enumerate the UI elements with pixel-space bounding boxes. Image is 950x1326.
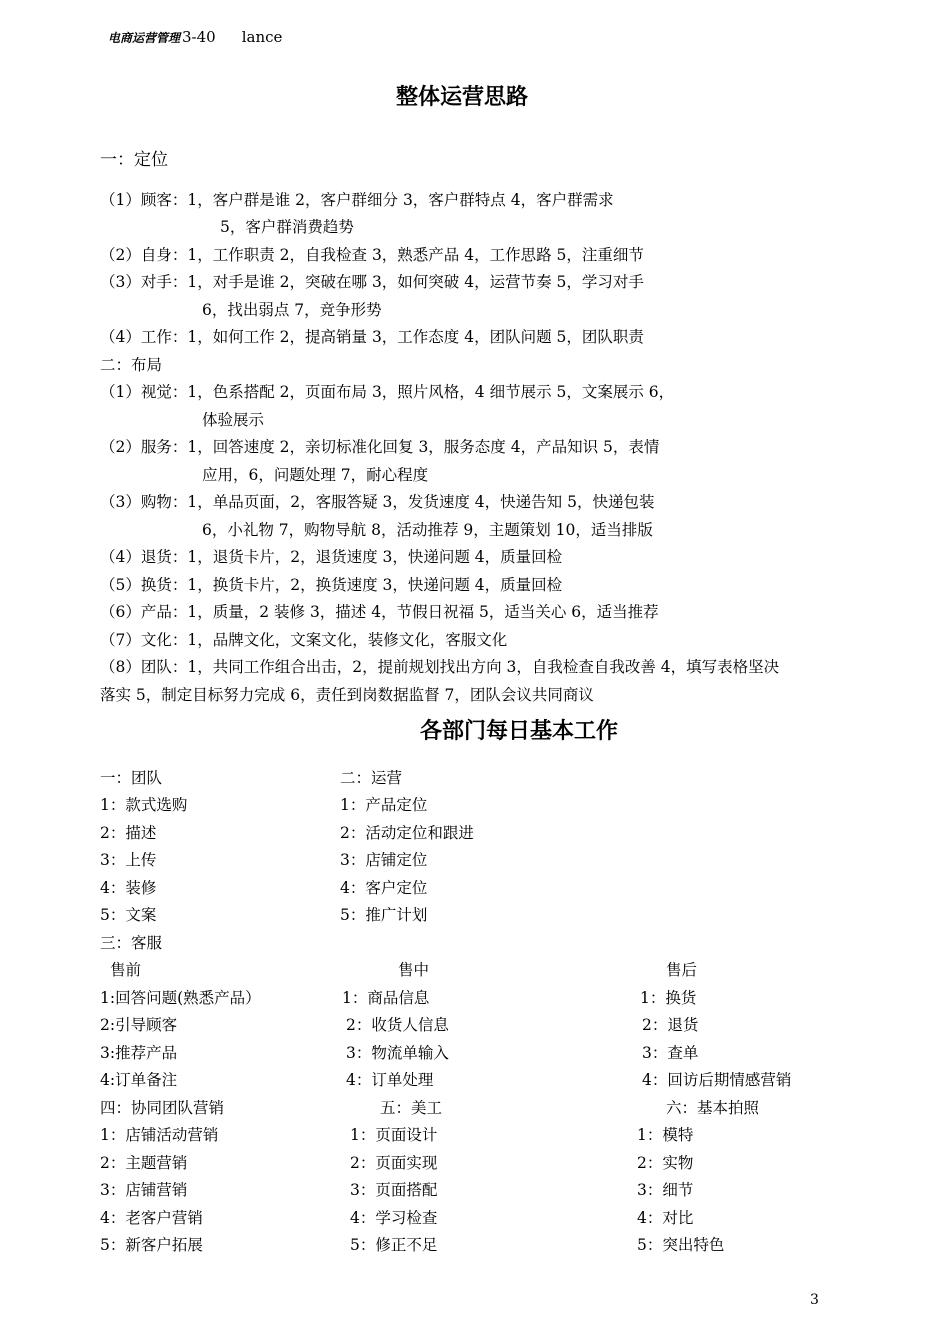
list-item: 4：老客户营销: [100, 1209, 203, 1227]
list-item: 3：上传: [100, 851, 157, 869]
art-design-heading: 五：美工: [380, 1099, 443, 1117]
after-sale-heading: 售后: [666, 961, 698, 979]
in-sale-heading: 售中: [398, 961, 430, 979]
list-item: 5：修正不足: [350, 1236, 438, 1254]
operations-heading: 二：运营: [340, 769, 403, 787]
list-item: 2：主题营销: [100, 1154, 188, 1172]
line: （4）退货：1，退货卡片，2，退货速度 3，快递问题 4，质量回检: [100, 548, 563, 566]
list-item: 1：产品定位: [340, 796, 428, 814]
line: （5）换货：1，换货卡片，2，换货速度 3，快递问题 4，质量回检: [100, 576, 563, 594]
list-item: 2：退货: [642, 1016, 699, 1034]
photography-heading: 六：基本拍照: [666, 1099, 760, 1117]
line: 应用，6，问题处理 7，耐心程度: [202, 466, 429, 484]
list-item: 2：实物: [637, 1154, 694, 1172]
line: 落实 5，制定目标努力完成 6，责任到岗数据监督 7，团队会议共同商议: [100, 686, 594, 704]
team-heading: 一：团队: [100, 769, 163, 787]
line: （2）自身：1，工作职责 2，自我检查 3，熟悉产品 4，工作思路 5，注重细节: [100, 246, 644, 264]
list-item: 3：物流单输入: [346, 1044, 449, 1062]
line: （7）文化：1，品牌文化，文案文化，装修文化，客服文化: [100, 631, 508, 649]
marketing-heading: 四：协同团队营销: [100, 1099, 225, 1117]
line: 6，小礼物 7，购物导航 8，活动推荐 9，主题策划 10，适当排版: [202, 521, 653, 539]
page-number: 3: [810, 1292, 819, 1308]
list-item: 4：回访后期情感营销: [642, 1071, 792, 1089]
line: （3）购物：1，单品页面，2，客服答疑 3，发货速度 4，快递告知 5，快递包装: [100, 493, 655, 511]
list-item: 4：学习检查: [350, 1209, 438, 1227]
line: 5，客户群消费趋势: [220, 218, 354, 236]
list-item: 3:推荐产品: [100, 1044, 178, 1062]
list-item: 2：收货人信息: [346, 1016, 449, 1034]
line: （1）顾客：1，客户群是谁 2，客户群细分 3，客户群特点 4，客户群需求: [100, 191, 614, 209]
list-item: 4：客户定位: [340, 879, 428, 897]
list-item: 2：活动定位和跟进: [340, 824, 474, 842]
title-overall-operation: 整体运营思路: [396, 85, 529, 110]
line: （8）团队：1，共同工作组合出击，2，提前规划找出方向 3，自我检查自我改善 4，填写表格坚决: [100, 658, 780, 676]
header-code: 3-40: [182, 28, 216, 46]
list-item: 5：文案: [100, 906, 157, 924]
header-doc-name: 电商运营管理: [108, 31, 181, 45]
section-positioning-heading: 一：定位: [100, 150, 168, 170]
list-item: 2:引导顾客: [100, 1016, 178, 1034]
line: （2）服务：1，回答速度 2，亲切标准化回复 3，服务态度 4，产品知识 5，表情: [100, 438, 660, 456]
list-item: 4：订单处理: [346, 1071, 434, 1089]
line: （1）视觉：1，色系搭配 2，页面布局 3，照片风格，4 细节展示 5，文案展示 6，: [100, 383, 675, 401]
list-item: 4:订单备注: [100, 1071, 178, 1089]
list-item: 3：细节: [637, 1181, 694, 1199]
list-item: 3：查单: [642, 1044, 699, 1062]
line: 6，找出弱点 7，竞争形势: [202, 301, 382, 319]
list-item: 1：商品信息: [342, 989, 430, 1007]
line: （6）产品：1，质量，2 装修 3，描述 4，节假日祝福 5，适当关心 6，适当推荐: [100, 603, 659, 621]
list-item: 5：推广计划: [340, 906, 428, 924]
list-item: 1：店铺活动营销: [100, 1126, 219, 1144]
page-header: [108, 28, 282, 46]
line: （4）工作：1，如何工作 2，提高销量 3，工作态度 4，团队问题 5，团队职责: [100, 328, 644, 346]
list-item: 1：换货: [640, 989, 697, 1007]
list-item: 3：店铺定位: [340, 851, 428, 869]
list-item: 1：款式选购: [100, 796, 188, 814]
list-item: 2：页面实现: [350, 1154, 438, 1172]
list-item: 1:回答问题(熟悉产品）: [100, 989, 261, 1007]
list-item: 1：模特: [637, 1126, 694, 1144]
title-daily-work: 各部门每日基本工作: [420, 719, 619, 744]
list-item: 4：对比: [637, 1209, 694, 1227]
list-item: 5：新客户拓展: [100, 1236, 203, 1254]
list-item: 3：店铺营销: [100, 1181, 188, 1199]
presale-heading: 售前: [110, 961, 142, 979]
line: （3）对手：1，对手是谁 2，突破在哪 3，如何突破 4，运营节奏 5，学习对手: [100, 273, 644, 291]
section-layout-heading: 二：布局: [100, 356, 163, 374]
list-item: 4：装修: [100, 879, 157, 897]
line: 体验展示: [202, 411, 265, 429]
list-item: 5：突出特色: [637, 1236, 725, 1254]
list-item: 2：描述: [100, 824, 157, 842]
customer-service-heading: 三：客服: [100, 934, 163, 952]
list-item: 1：页面设计: [350, 1126, 438, 1144]
header-author: lance: [241, 28, 283, 46]
list-item: 3：页面搭配: [350, 1181, 438, 1199]
